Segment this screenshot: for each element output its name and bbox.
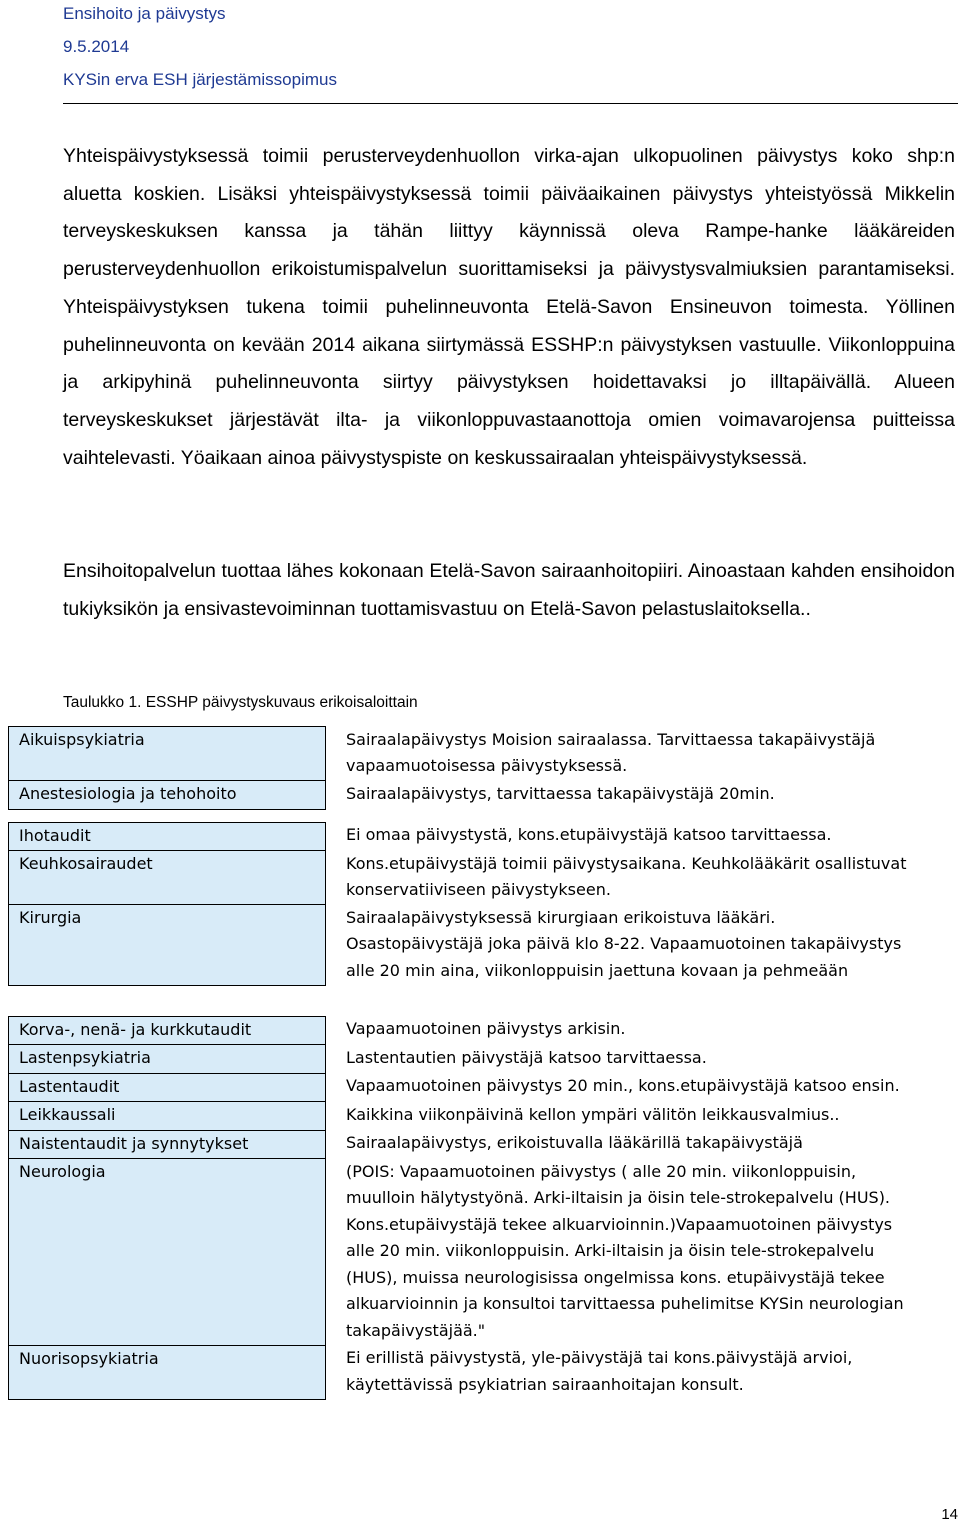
description-cell: Lastentautien päivystäjä katsoo tarvittaessa.: [346, 1047, 707, 1067]
description-cell: Sairaalapäivystys, tarvittaessa takapäivystäjä 20min.: [346, 783, 775, 803]
spacer-cell: [9, 985, 913, 1016]
specialty-cell: Keuhkosairaudet: [9, 851, 326, 905]
header-subtitle: KYSin erva ESH järjestämissopimus: [63, 70, 337, 89]
specialty-cell: Korva-, nenä- ja kurkkutaudit: [9, 1016, 326, 1045]
description-cell: (POIS: Vapaamuotoinen päivystys ( alle 20 min. viikonloppuisin, muulloin hälytystyönä. Arki-iltaisin ja öisin tele-strokepalvelu (HUS). Kons.etupäivystäjä tekee alkuarvioinnin.)Vapaamuotoinen päivystys alle 20 min. viikonloppuisin. Arki-iltaisin ja öisin tele-strokepalvelu (HUS), muissa neurologisissa ongelmissa kons. etupäivystäjä tekee alkuarvioinnin ja konsultoi tarvittaessa puhelimitse KYSin neurologian takapäivystäjää.": [346, 1161, 904, 1340]
table-row: [9, 1016, 913, 1045]
table-row: [9, 1159, 913, 1346]
description-cell: Sairaalapäivystys, erikoistuvalla lääkärillä takapäivystäjä: [346, 1133, 803, 1152]
row-spacer: [9, 809, 913, 822]
specialty-cell: Neurologia: [9, 1159, 326, 1346]
specialty-cell: Lastenpsykiatria: [9, 1045, 326, 1074]
table-row: [9, 1345, 913, 1399]
table-row: [9, 781, 913, 810]
duty-table: [8, 726, 912, 1400]
table-row: [9, 851, 913, 905]
spacer-cell: [9, 809, 913, 822]
description-cell: Kaikkina viikonpäivinä kellon ympäri välitön leikkausvalmius..: [346, 1104, 840, 1124]
row-spacer: [9, 985, 913, 1016]
header-title: Ensihoito ja päivystys: [63, 4, 226, 23]
description-cell: Ei erillistä päivystystä, yle-päivystäjä tai kons.päivystäjä arvioi, käytettävissä psykiatrian sairaanhoitajan konsult.: [346, 1348, 853, 1394]
description-cell: Ei omaa päivystystä, kons.etupäivystäjä katsoo tarvittaessa.: [346, 825, 832, 844]
specialty-cell: Kirurgia: [9, 905, 326, 986]
header-divider: [63, 103, 958, 104]
body-paragraph-2: Ensihoitopalvelun tuottaa lähes kokonaan Etelä-Savon sairaanhoitopiiri. Ainoastaan kahden ensihoidon tukiyksikön ja ensivastevoiminnan tuottamisvastuu on Etelä-Savon pelastuslaitoksella..: [63, 560, 955, 620]
table-row: [9, 1102, 913, 1131]
specialty-cell: Naistentaudit ja synnytykset: [9, 1130, 326, 1159]
specialty-cell: Anestesiologia ja tehohoito: [9, 781, 326, 810]
table-caption: Taulukko 1. ESSHP päivystyskuvaus erikoisaloittain: [63, 694, 418, 711]
description-cell: Kons.etupäivystäjä toimii päivystysaikana. Keuhkolääkärit osallistuvat konservatiiviseen päivystykseen.: [346, 853, 907, 899]
specialty-cell: Aikuispsykiatria: [9, 727, 326, 781]
table-row: [9, 905, 913, 986]
body-paragraph-1: Yhteispäivystyksessä toimii perusterveydenhuollon virka-ajan ulkopuolinen päivystys koko shp:n aluetta koskien. Lisäksi yhteispäivystyksessä toimii päiväaikainen päivystys yhteistyössä Mikkelin terveyskeskuksen kanssa ja tähän liittyy käynnissä oleva Rampe-hanke lääkäreiden perusterveydenhuollon erikoistumispalvelun suorittamiseksi ja päivystysvalmiuksien parantamiseksi. Yhteispäivystyksen tukena toimii puhelinneuvonta Etelä-Savon Ensineuvon toimesta. Yöllinen puhelinneuvonta on kevään 2014 aikana siirtymässä ESSHP:n päivystyksen vastuulle. Viikonloppuina ja arkipyhinä puhelinneuvonta siirtyy päivystyksen hoidettavaksi jo illtapäivällä. Alueen terveyskeskukset järjestävät ilta- ja viikonloppuvastaanottoja omien voimavarojensa puitteissa vaihtelevasti. Yöaikaan ainoa päivystyspiste on keskussairaalan yhteispäivystyksessä.: [63, 145, 955, 469]
description-cell: Sairaalapäivystys Moision sairaalassa. Tarvittaessa takapäivystäjä vapaamuotoisessa päivystyksessä.: [346, 729, 876, 775]
specialty-cell: Leikkaussali: [9, 1102, 326, 1131]
header-date: 9.5.2014: [63, 37, 130, 56]
page-number: 14: [941, 1506, 958, 1523]
table-row: [9, 1130, 913, 1159]
page-header: [63, 0, 337, 99]
specialty-cell: Lastentaudit: [9, 1073, 326, 1102]
specialty-cell: Ihotaudit: [9, 822, 326, 851]
description-cell: Vapaamuotoinen päivystys arkisin.: [346, 1019, 626, 1038]
specialty-cell: Nuorisopsykiatria: [9, 1345, 326, 1399]
table-row: [9, 1073, 913, 1102]
description-cell: Vapaamuotoinen päivystys 20 min., kons.etupäivystäjä katsoo ensin.: [346, 1076, 900, 1095]
table-row: [9, 822, 913, 851]
table-row: [9, 727, 913, 781]
table-row: [9, 1045, 913, 1074]
description-cell: Sairaalapäivystyksessä kirurgiaan erikoistuva lääkäri. Osastopäivystäjä joka päivä klo 8-22. Vapaamuotoinen takapäivystys alle 20 min aina, viikonloppuisin jaettuna kovaan ja pehmeään: [346, 907, 902, 980]
